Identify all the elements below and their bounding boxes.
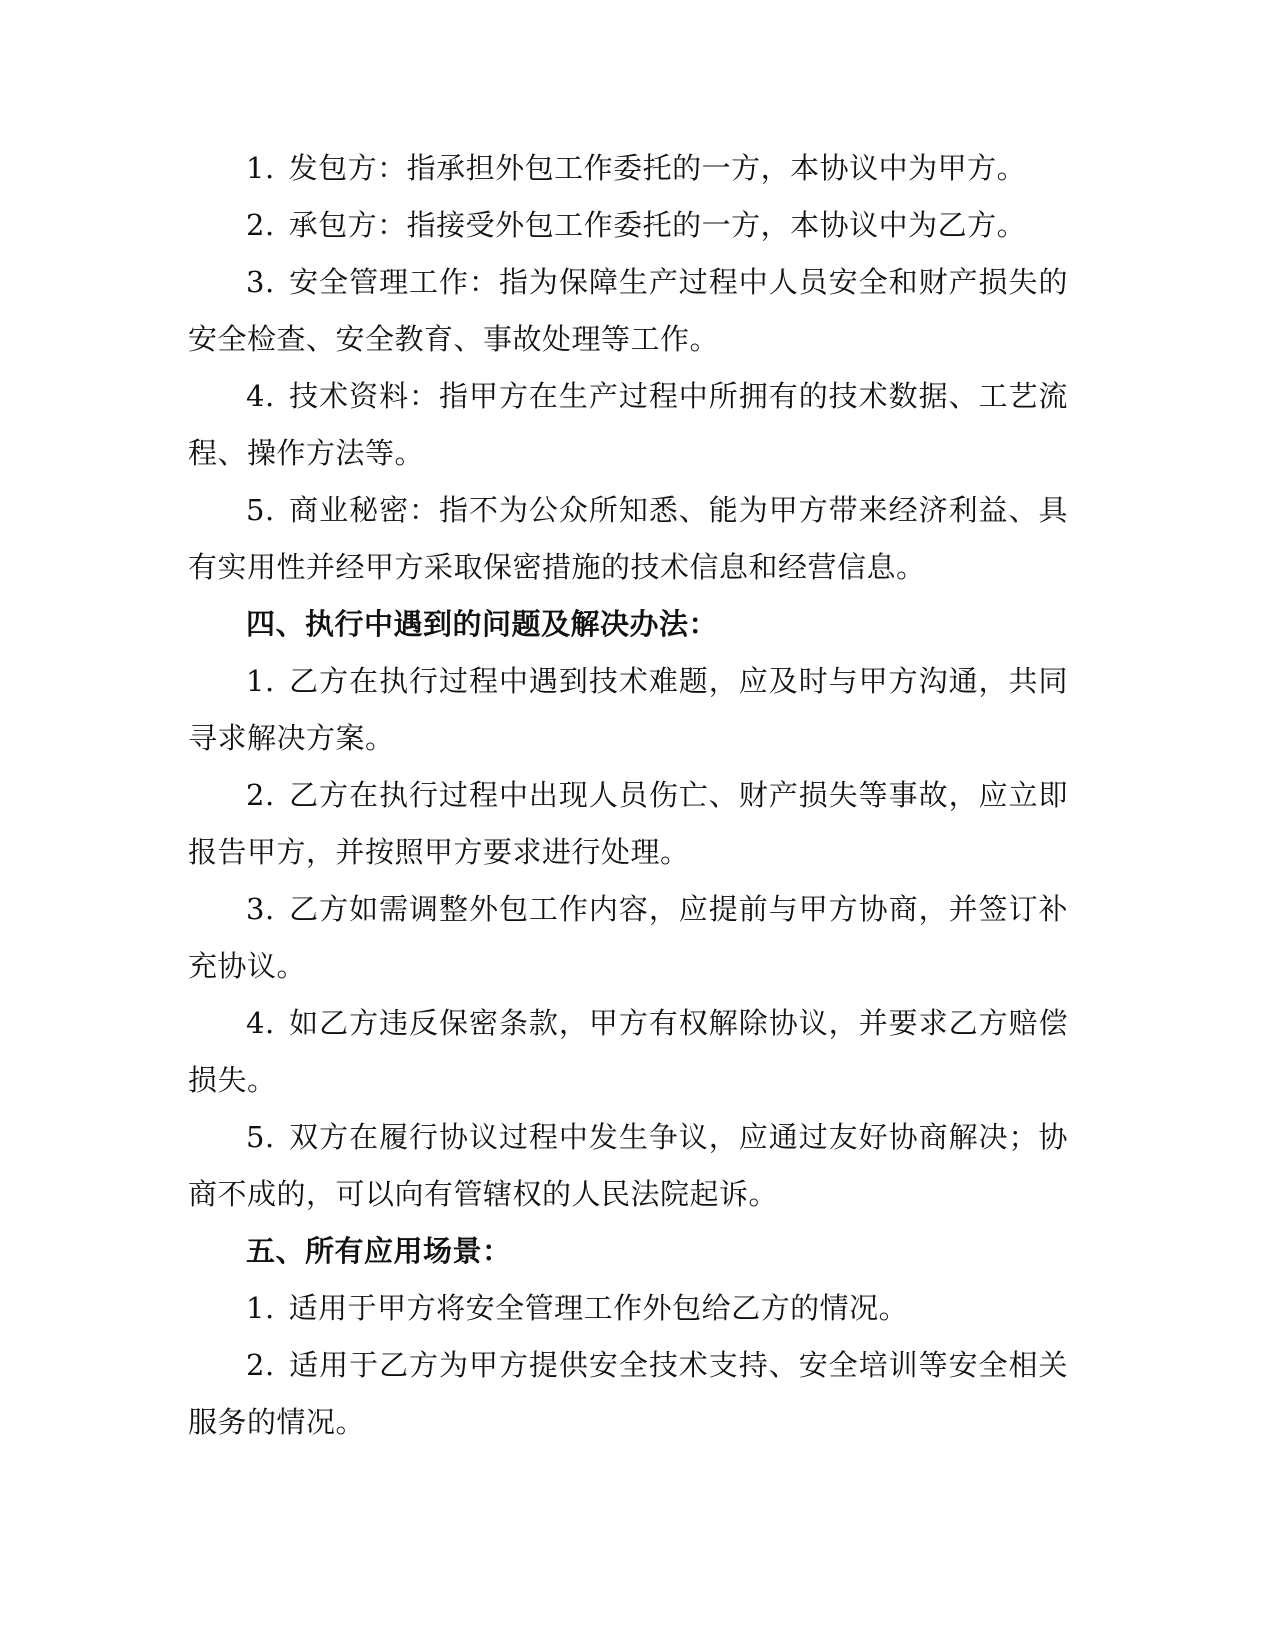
document-body: [188, 140, 1068, 1451]
item-number: 3.: [246, 892, 275, 926]
definition-item-4: [188, 368, 1068, 482]
item-text: 乙方如需调整外包工作内容，应提前与甲方协商，并签订补充协议。: [188, 892, 1068, 983]
item-text: 承包方：指接受外包工作委托的一方，本协议中为乙方。: [288, 208, 1027, 242]
item-text: 乙方在执行过程中遇到技术难题，应及时与甲方沟通，共同寻求解决方案。: [188, 664, 1068, 755]
item-number: 3.: [246, 265, 275, 299]
scenario-item-2: [188, 1337, 1068, 1451]
item-number: 2.: [246, 778, 275, 812]
problem-item-2: [188, 767, 1068, 881]
item-text: 安全管理工作：指为保障生产过程中人员安全和财产损失的安全检查、安全教育、事故处理等工作。: [188, 265, 1068, 356]
item-text: 适用于乙方为甲方提供安全技术支持、安全培训等安全相关服务的情况。: [188, 1348, 1068, 1439]
item-number: 1.: [246, 1291, 275, 1325]
problem-item-1: [188, 653, 1068, 767]
scenario-item-1: [188, 1280, 1068, 1337]
section-heading-problems: 四、执行中遇到的问题及解决办法：: [246, 607, 719, 641]
definition-item-5: [188, 482, 1068, 596]
item-text: 技术资料：指甲方在生产过程中所拥有的技术数据、工艺流程、操作方法等。: [188, 379, 1068, 470]
item-text: 乙方在执行过程中出现人员伤亡、财产损失等事故，应立即报告甲方，并按照甲方要求进行处理。: [188, 778, 1068, 869]
section-heading-scenarios: 五、所有应用场景：: [246, 1234, 512, 1268]
item-number: 5.: [246, 493, 275, 527]
item-text: 双方在履行协议过程中发生争议，应通过友好协商解决；协商不成的，可以向有管辖权的人民法院起诉。: [188, 1120, 1068, 1211]
problem-item-5: [188, 1109, 1068, 1223]
item-text: 适用于甲方将安全管理工作外包给乙方的情况。: [288, 1291, 909, 1325]
item-number: 4.: [246, 379, 275, 413]
item-text: 商业秘密：指不为公众所知悉、能为甲方带来经济利益、具有实用性并经甲方采取保密措施的技术信息和经营信息。: [188, 493, 1068, 584]
definition-item-3: [188, 254, 1068, 368]
definition-item-2: [188, 197, 1068, 254]
item-number: 2.: [246, 208, 275, 242]
definition-item-1: [188, 140, 1068, 197]
problem-item-3: [188, 881, 1068, 995]
item-number: 1.: [246, 664, 275, 698]
item-number: 5.: [246, 1120, 275, 1154]
item-number: 4.: [246, 1006, 275, 1040]
problem-item-4: [188, 995, 1068, 1109]
item-text: 发包方：指承担外包工作委托的一方，本协议中为甲方。: [288, 151, 1027, 185]
item-text: 如乙方违反保密条款，甲方有权解除协议，并要求乙方赔偿损失。: [188, 1006, 1068, 1097]
item-number: 2.: [246, 1348, 275, 1382]
item-number: 1.: [246, 151, 275, 185]
